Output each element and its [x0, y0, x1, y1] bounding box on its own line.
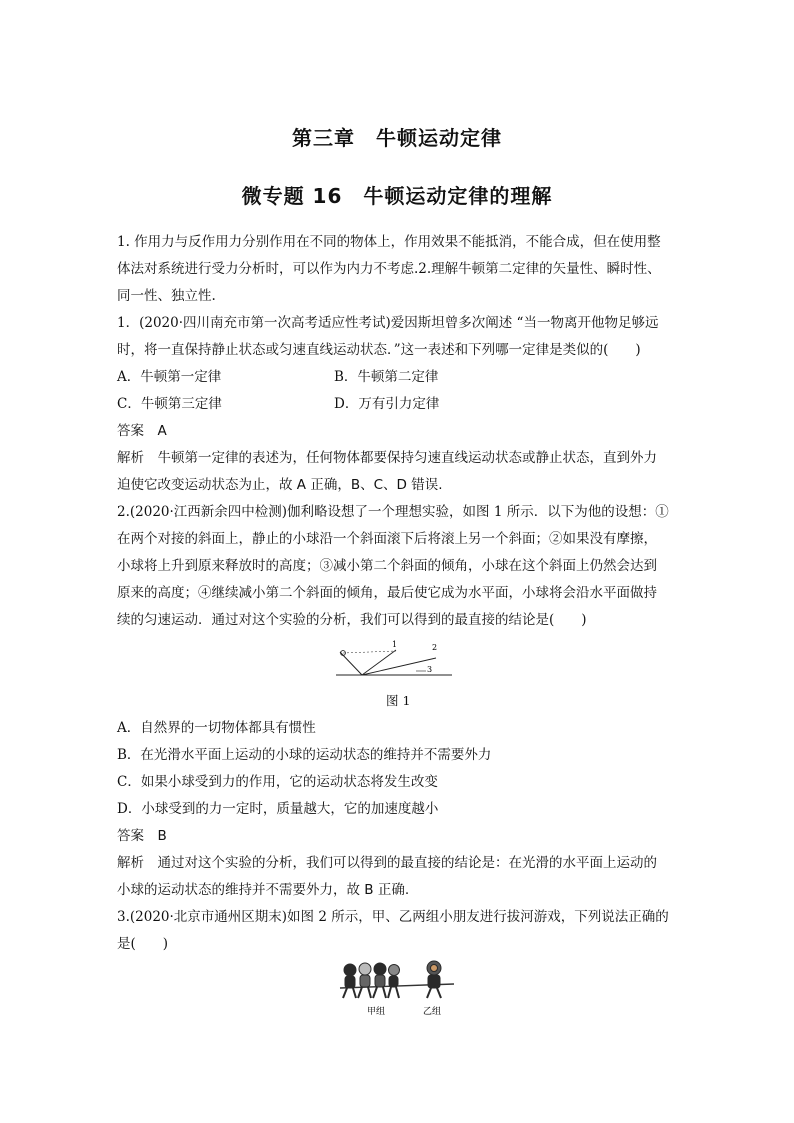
q2-option-a: A．自然界的一切物体都具有惯性 [117, 720, 316, 736]
q2-stem-line: 在两个对接的斜面上，静止的小球沿一个斜面滚下后将滚上另一个斜面；②如果没有摩擦， [117, 531, 657, 547]
q3-stem-line: 是( ) [117, 936, 169, 952]
team-label: 乙组 [423, 1007, 442, 1017]
team-jia-kids [343, 963, 400, 998]
q1-stem-line: 1．(2020·四川南充市第一次高考适应性考试)爱因斯坦曾多次阐述 “当一物离开他物足够远 [117, 315, 659, 331]
q1-analysis-line: 迫使它改变运动状态为止，故 A 正确，B、C、D 错误. [117, 477, 443, 493]
q1-analysis-line: 解析 牛顿第一定律的表述为，任何物体都要保持匀速直线运动状态或静止状态，直到外力 [117, 450, 657, 466]
q3-stem-line: 3.(2020·北京市通州区期末)如图 2 所示，甲、乙两组小朋友进行拔河游戏，下列说法正确的 [117, 909, 669, 925]
intro-line: 体法对系统进行受力分析时，可以作为内力不考虑.2.理解牛顿第二定律的矢量性、瞬时性、 [117, 261, 661, 277]
incline-figure [330, 638, 460, 682]
chapter-title: 第三章 牛顿运动定律 [292, 126, 502, 150]
q1-answer: 答案 A [117, 423, 167, 439]
q2-stem-line: 原来的高度；④继续减小第二个斜面的倾角，最后使它成为水平面，小球将会沿水平面做持 [117, 585, 657, 601]
q1-option-d: D．万有引力定律 [334, 396, 440, 412]
topic-title: 微专题 16 牛顿运动定律的理解 [241, 184, 553, 208]
q1-stem-line: 时，将一直保持静止状态或匀速直线运动状态．”这一表述和下列哪一定律是类似的( ) [117, 342, 641, 358]
q1-option-b: B．牛顿第二定律 [334, 369, 439, 385]
q1-option-a: A．牛顿第一定律 [117, 369, 222, 385]
q2-analysis-line: 小球的运动状态的维持并不需要外力，故 B 正确. [117, 882, 410, 898]
figure-label: 1 [392, 640, 398, 649]
q2-answer: 答案 B [117, 828, 167, 844]
q2-stem-line: 续的匀速运动．通过对这个实验的分析，我们可以得到的最直接的结论是( ) [117, 612, 587, 628]
q1-option-c: C．牛顿第三定律 [117, 396, 222, 412]
figure-caption: 图 1 [386, 693, 411, 708]
q2-stem-line: 2.(2020·江西新余四中检测)伽利略设想了一个理想实验，如图 1 所示．以下为他的设想：① [117, 504, 669, 520]
q2-analysis-line: 解析 通过对这个实验的分析，我们可以得到的最直接的结论是：在光滑的水平面上运动的 [117, 855, 657, 871]
q2-stem-line: 小球将上升到原来释放时的高度；③减小第二个斜面的倾角，小球在这个斜面上仍然会达到 [117, 558, 657, 574]
figure-label: 3 [427, 665, 433, 674]
team-label: 甲组 [367, 1007, 386, 1017]
q2-option-c: C．如果小球受到力的作用，它的运动状态将发生改变 [117, 774, 438, 790]
q2-option-b: B．在光滑水平面上运动的小球的运动状态的维持并不需要外力 [117, 747, 492, 763]
team-yi-kids [427, 961, 441, 998]
tug-of-war-figure [336, 958, 458, 1020]
q2-option-d: D．小球受到的力一定时，质量越大，它的加速度越小 [117, 801, 439, 817]
intro-line: 同一性、独立性. [117, 288, 216, 304]
figure-label: 2 [432, 643, 438, 652]
intro-line: 1. 作用力与反作用力分别作用在不同的物体上，作用效果不能抵消，不能合成，但在使用整 [117, 234, 661, 250]
